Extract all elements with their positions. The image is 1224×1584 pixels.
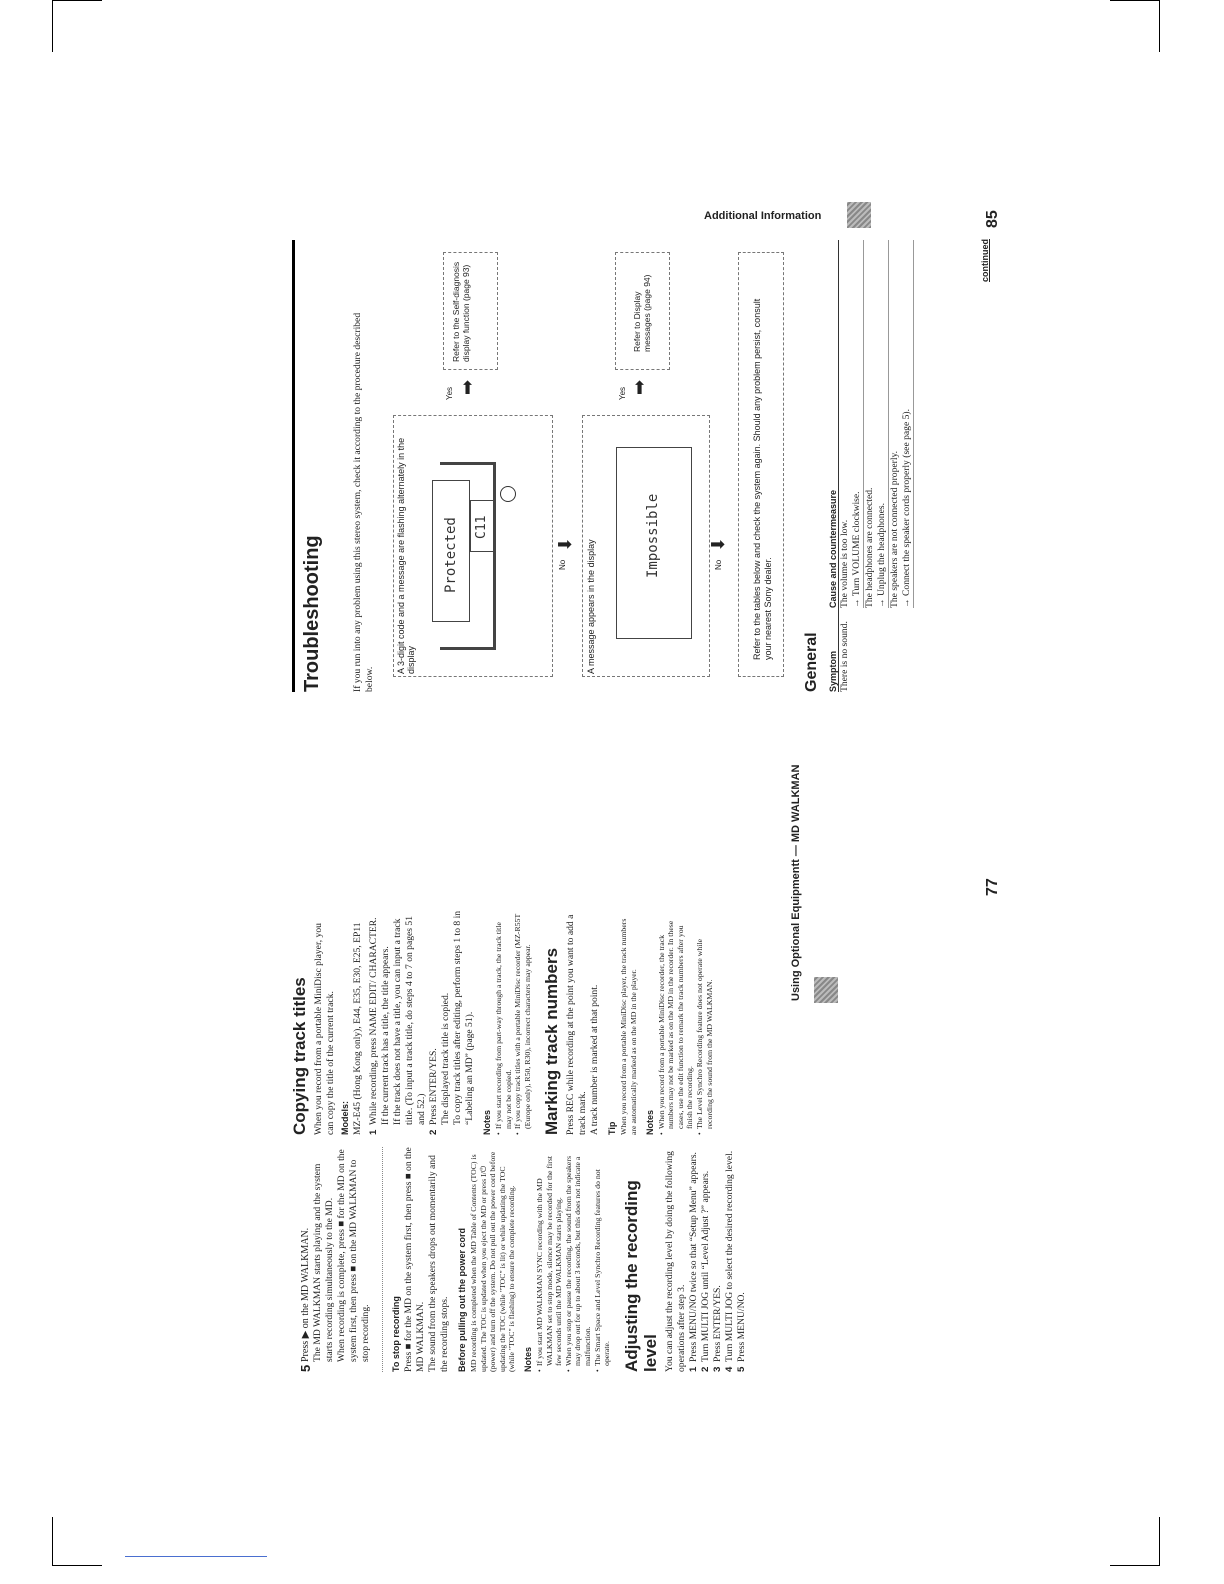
header-tab	[814, 977, 838, 1003]
flow-box-1-label: A 3-digit code and a message are flashing alternately in the display	[396, 437, 416, 674]
flow-box-2-label: A message appears in the display	[586, 539, 596, 674]
crop-mark	[1159, 0, 1160, 52]
remedy-cell: → Turn VOLUME clockwise.	[851, 491, 862, 608]
copy-step-1b: If the track does not have a title, you can input a track title. (To input a track title, do steps 4 to 7 on pages 51 and 52.)	[392, 915, 427, 1125]
troubleshooting-intro-group	[352, 292, 382, 692]
stop-recording-text: Press ■ for the MD on the system first, then press ■ on the MD WALKMAN.	[403, 1147, 426, 1372]
copy-intro: When you record from a portable MiniDisc player, you can copy the title of the current track.	[313, 923, 336, 1135]
crop-mark	[52, 0, 102, 1]
adjust-step: 1 Press MENU/NO twice so that “Setup Menu” appears.	[687, 1152, 699, 1372]
table-header-cause: Cause and countermeasure	[828, 489, 838, 608]
troubleshooting-intro: If you run into any problem using this stereo system, check it according to the procedure described below.	[352, 312, 375, 692]
troubleshooting-table	[828, 240, 928, 692]
yes-label-2: Yes	[618, 386, 627, 400]
page-85-header-group	[845, 28, 875, 228]
arrow-down-icon: ➡	[710, 534, 726, 555]
arrow-down-icon: ➡	[557, 534, 573, 555]
dotted-rule	[382, 1147, 383, 1372]
page-77-header: Using Optional Equipmentt — MD WALKMAN	[790, 764, 802, 1001]
table-row	[839, 240, 864, 692]
step-number: 2	[428, 1129, 439, 1135]
lcd-text-c11: C11	[474, 515, 489, 539]
symptom-cell: There is no sound.	[839, 621, 850, 692]
yes-label-1: Yes	[445, 386, 454, 400]
step-number: 5	[298, 1364, 313, 1372]
adjust-step: 4 Turn MULTI JOG to select the desired recording level.	[723, 1150, 735, 1372]
adjust-step: 2 Turn MULTI JOG until “Level Adjust ?” appears.	[699, 1170, 711, 1372]
troubleshooting-title-group	[300, 240, 340, 692]
step-5-text-2: When recording is complete, press ■ for the MD on the system first, then press ■ on the MD WALKMAN to stop recording.	[336, 1149, 371, 1362]
crop-mark	[52, 1565, 102, 1566]
note-item: • When you record from a portable MiniDisc recorder, the track numbers may not be marked as on the MD in the recorder. In these cases, use the edit function to remark the track numbers after you finish the recording.	[656, 920, 695, 1135]
step-number: 1	[368, 1129, 379, 1135]
stop-recording-text-2: The sound from the speakers drops out momentarily and the recording stops.	[427, 1155, 450, 1372]
cause-cell: The volume is too low.	[839, 519, 850, 608]
general-title-group	[802, 572, 826, 692]
lcd-text-protected: Protected	[443, 517, 459, 593]
lcd-display-2	[616, 447, 692, 639]
copying-track-titles-title: Copying track titles	[290, 977, 309, 1135]
copy-step-2: Press ENTER/YES.	[428, 1048, 439, 1125]
table-header-symptom: Symptom	[828, 650, 838, 692]
copy-step-2b: To copy track titles after editing, perform steps 1 to 8 in “Labeling an MD” (page 51).	[452, 910, 475, 1125]
crop-mark	[52, 1517, 53, 1566]
general-title: General	[803, 632, 820, 692]
lcd-text-impossible: Impossible	[645, 493, 661, 578]
no-label-1: No	[558, 559, 567, 570]
note-item: • If you copy track titles with a portable MiniDisc recorder (MZ-R55T (Europe only), R50, R30), incorrect characters may appear.	[513, 913, 532, 1135]
crop-mark	[52, 0, 53, 52]
note-item: • The Level Synchro Recording feature does not operate while recording the sound from the MD WALKMAN.	[694, 938, 714, 1135]
tip-title: Tip	[607, 1121, 618, 1135]
notes-title: Notes	[482, 1109, 492, 1135]
ref-box-1-text: Refer to the Self-diagnosis display function (page 93)	[451, 261, 471, 362]
cause-cell: The speakers are not connected properly.	[889, 450, 900, 608]
copy-step-2a: The displayed track title is copied.	[440, 992, 451, 1125]
copy-step-1a: If the current track has a title, the title appears.	[380, 946, 391, 1125]
header-tab	[847, 202, 871, 228]
continued-label: continued	[980, 239, 990, 282]
note-item: • If you start recording from part-way through a track, the track title may not be copied.	[494, 922, 513, 1135]
copy-step-1: While recording, press NAME EDIT/ CHARACTER.	[368, 917, 379, 1125]
alternation-loop	[440, 462, 496, 650]
remedy-cell: → Connect the speaker cords properly (see page 5).	[901, 409, 912, 608]
notes-title: Notes	[644, 1109, 655, 1135]
adjust-level-intro: You can adjust the recording level by doing the following operations after step 3.	[663, 1151, 687, 1372]
page-number-85: 85	[984, 210, 1001, 228]
stop-recording-title: To stop recording	[391, 1296, 401, 1372]
crop-mark	[125, 1556, 267, 1557]
adjust-step: 5 Press MENU/NO.	[735, 1292, 747, 1372]
crop-mark	[1159, 1517, 1160, 1566]
step-5-label: Press ▶ on the MD WALKMAN.	[300, 1227, 311, 1362]
crop-mark	[1110, 1565, 1159, 1566]
tip-text: When you record from a portable MiniDisc player, the track numbers are automatically marked as on the MD in the player.	[619, 918, 638, 1135]
adjust-level-title: Adjusting the recording level	[621, 1180, 660, 1372]
cause-cell: The headphones are connected.	[864, 487, 875, 608]
note-item: • If you start MD WALKMAN SYNC recording with the MD WALKMAN set to stop mode, silence may be recorded for the first few seconds until the MD WALKMAN starts playing.	[534, 1155, 564, 1372]
marking-track-numbers-title: Marking track numbers	[542, 947, 562, 1135]
p77-column-1	[298, 1147, 747, 1372]
marking-text-2: A track number is marked at that point.	[589, 984, 601, 1135]
models-label: Models:	[340, 1100, 350, 1135]
page-number-77: 77	[984, 878, 1001, 896]
crop-mark	[1110, 0, 1159, 1]
troubleshooting-title: Troubleshooting	[301, 535, 323, 692]
p77-column-2	[290, 910, 810, 1135]
note-item: • When you stop or pause the recording, the sound from the speakers may drop out for up to about 3 seconds, but this does not indicate a malfunction.	[563, 1155, 592, 1372]
power-cord-text: MD recording is completed when the MD Table of Contents (TOC) is updated. The TOC is updated when you eject the MD or press I/⏻ (power) and turn off the system. Do not pull out the power cord before updating the TOC (while "TOC" is lit) or while updating the TOC (while "TOC" is flashing) to ensure the complete recording.	[469, 1151, 517, 1372]
marking-text: Press REC while recording at the point you want to add a track mark.	[565, 914, 589, 1135]
page-85-header: Additional Information	[704, 210, 822, 222]
flow-box-3-text: Refer to the tables below and check the system again. Should any problem persist, consult your nearest Sony dealer.	[752, 298, 773, 660]
arrow-right-icon: ⬆	[632, 378, 648, 399]
models-list: MZ-E45 (Hong Kong only), E44, E35, E30, E25, EP11	[352, 922, 363, 1135]
arrow-right-icon: ⬆	[460, 378, 476, 399]
adjust-step: 3 Press ENTER/YES.	[711, 1285, 723, 1372]
note-item: • The Smart Space and Level Synchro Recording features do not operate.	[592, 1169, 612, 1372]
step-5-text-1: The MD WALKMAN starts playing and the system starts recording simultaneously to the MD.	[312, 1163, 335, 1362]
notes-title: Notes	[522, 1346, 533, 1372]
ref-box-2-text: Refer to Display messages (page 94)	[632, 274, 652, 352]
remedy-cell: → Unplug the headphones.	[876, 503, 887, 608]
power-cord-title: Before pulling out the power cord	[457, 1228, 467, 1372]
disc-icon	[500, 486, 516, 502]
no-label-2: No	[714, 559, 723, 570]
title-rule	[292, 240, 295, 692]
